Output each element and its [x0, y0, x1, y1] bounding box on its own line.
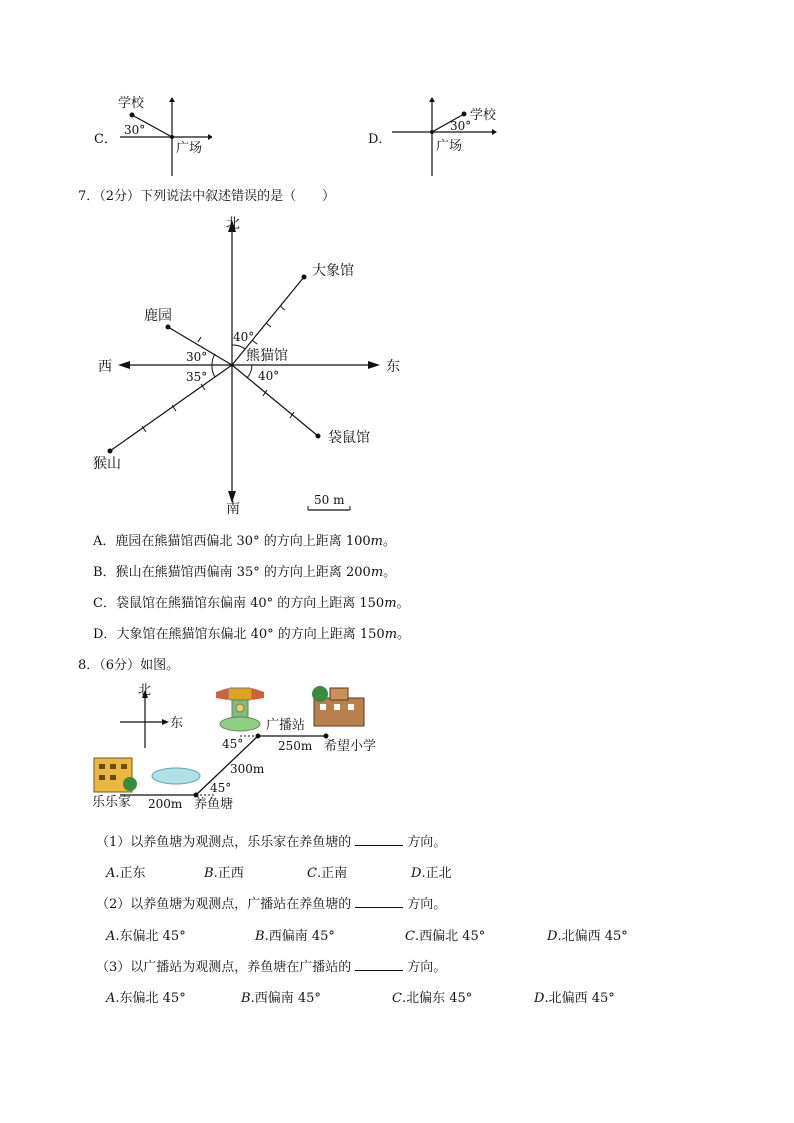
- school-point: [462, 112, 467, 117]
- angle-label-ne: 40°: [233, 330, 255, 344]
- q8-sub1: （1）以养鱼塘为观测点，乐乐家在养鱼塘的 方向。: [96, 835, 447, 850]
- question-number: 8．: [78, 658, 100, 673]
- home-label: 乐乐家: [92, 795, 132, 810]
- q7-option-d[interactable]: D．大象馆在熊猫馆东偏北 40° 的方向上距离 150m。: [93, 627, 411, 642]
- q8-question: [78, 654, 179, 673]
- kangaroo-label: 袋鼠馆: [328, 430, 370, 446]
- q8-sub2-choice-b[interactable]: B.西偏南 45°: [255, 929, 335, 944]
- east-arrow-icon: [208, 134, 212, 140]
- q8-sub1-choice-d[interactable]: D.正北: [411, 866, 452, 881]
- tick: [280, 306, 285, 310]
- q6-option-d-letter[interactable]: D．: [368, 132, 392, 147]
- question-points: （6分）: [99, 658, 141, 673]
- angle-label-sw: 35°: [186, 370, 208, 384]
- west-label: 西: [98, 359, 112, 375]
- q8-sub1-choice-b[interactable]: B.正西: [204, 866, 244, 881]
- distance-pond-station: 300m: [230, 762, 265, 776]
- angle-arc-sw: [212, 365, 215, 377]
- school-point: [324, 734, 329, 739]
- answer-blank[interactable]: [355, 895, 403, 908]
- q8-sub2-choice-d[interactable]: D.北偏西 45°: [547, 929, 628, 944]
- answer-blank[interactable]: [355, 833, 403, 846]
- east-arrow-icon: [492, 129, 497, 135]
- east-arrow-icon: [162, 719, 169, 725]
- q8-sub3-choice-a[interactable]: A.东偏北 45°: [106, 991, 186, 1006]
- east-label: 东: [170, 716, 184, 731]
- pond-icon: [152, 768, 200, 784]
- question-points: （2分）: [99, 189, 141, 204]
- monkey-point: [108, 449, 113, 454]
- elephant-label: 大象馆: [312, 263, 354, 279]
- station-label: 广播站: [266, 718, 306, 733]
- question-number: 7．: [78, 189, 100, 204]
- q8-sub1-choice-a[interactable]: A.正东: [106, 866, 146, 881]
- q8-sub3-choice-b[interactable]: B.西偏南 45°: [241, 991, 321, 1006]
- distance-home-pond: 200m: [148, 797, 183, 811]
- monkey-label: 猴山: [93, 456, 121, 472]
- q8-route-map: [90, 680, 390, 816]
- angle-station-label: 45°: [222, 737, 244, 751]
- q6-option-c-figure: [112, 92, 212, 176]
- q8-sub3: （3）以广播站为观测点，养鱼塘在广播站的 方向。: [96, 960, 447, 975]
- q6-option-c-letter[interactable]: C．: [94, 132, 117, 147]
- scale-label: 50 m: [314, 493, 345, 507]
- q7-zoo-map: [90, 210, 410, 520]
- q8-sub2-choice-a[interactable]: A.东偏北 45°: [106, 929, 186, 944]
- pond-label: 养鱼塘: [194, 797, 234, 812]
- angle-label: 30°: [450, 119, 472, 133]
- tick: [266, 323, 271, 327]
- north-label: 北: [226, 216, 240, 232]
- school-label: 学校: [470, 108, 497, 123]
- west-arrow-icon: [118, 361, 130, 369]
- q7-option-b[interactable]: B．猴山在熊猫馆西偏南 35° 的方向上距离 200m。: [93, 565, 397, 580]
- angle-label-nw: 30°: [186, 350, 208, 364]
- question-stem: 下列说法中叙述错误的是（ ）: [140, 189, 336, 204]
- angle-pond-label: 45°: [210, 781, 232, 795]
- elephant-point: [302, 275, 307, 280]
- angle-arc-nw: [212, 354, 215, 365]
- tick: [198, 337, 201, 342]
- q8-sub3-choice-c[interactable]: C.北偏东 45°: [392, 991, 473, 1006]
- q7-question: [78, 185, 335, 204]
- q8-sub1-choice-c[interactable]: C.正南: [307, 866, 348, 881]
- square-label: 广场: [436, 139, 463, 154]
- angle-arc-se: [247, 365, 252, 378]
- deer-label: 鹿园: [144, 308, 172, 324]
- q8-sub3-choice-d[interactable]: D.北偏西 45°: [534, 991, 615, 1006]
- question-stem: 如图。: [140, 658, 180, 673]
- home-building-icon: [94, 758, 137, 792]
- angle-label-se: 40°: [258, 369, 280, 383]
- answer-blank[interactable]: [355, 958, 403, 971]
- square-point: [430, 130, 434, 134]
- angle-label: 30°: [124, 123, 146, 137]
- panda-label: 熊猫馆: [246, 348, 288, 364]
- north-arrow-icon: [169, 97, 175, 102]
- north-arrow-icon: [429, 97, 435, 102]
- school-label: 学校: [118, 96, 145, 111]
- angle-arc-ne: [232, 345, 245, 349]
- school-label: 希望小学: [324, 739, 377, 754]
- school-building-icon: [312, 686, 364, 726]
- q8-sub2: （2）以养鱼塘为观测点，广播站在养鱼塘的 方向。: [96, 897, 447, 912]
- north-label: 北: [138, 683, 152, 698]
- q8-sub2-choice-c[interactable]: C.西偏北 45°: [405, 929, 486, 944]
- distance-station-school: 250m: [278, 739, 313, 753]
- deer-point: [166, 325, 171, 330]
- q7-option-c[interactable]: C．袋鼠馆在熊猫馆东偏南 40° 的方向上距离 150m。: [93, 596, 410, 611]
- south-label: 南: [226, 501, 240, 517]
- school-point: [130, 113, 135, 118]
- broadcast-station-icon: [216, 688, 264, 731]
- square-point: [170, 135, 174, 139]
- square-label: 广场: [176, 141, 203, 156]
- east-label: 东: [386, 359, 400, 375]
- q6-option-d-figure: [388, 92, 508, 176]
- monkey-line: [110, 365, 232, 451]
- q7-option-a[interactable]: A．鹿园在熊猫馆西偏北 30° 的方向上距离 100m。: [93, 534, 396, 549]
- east-arrow-icon: [368, 361, 380, 369]
- kangaroo-point: [316, 434, 321, 439]
